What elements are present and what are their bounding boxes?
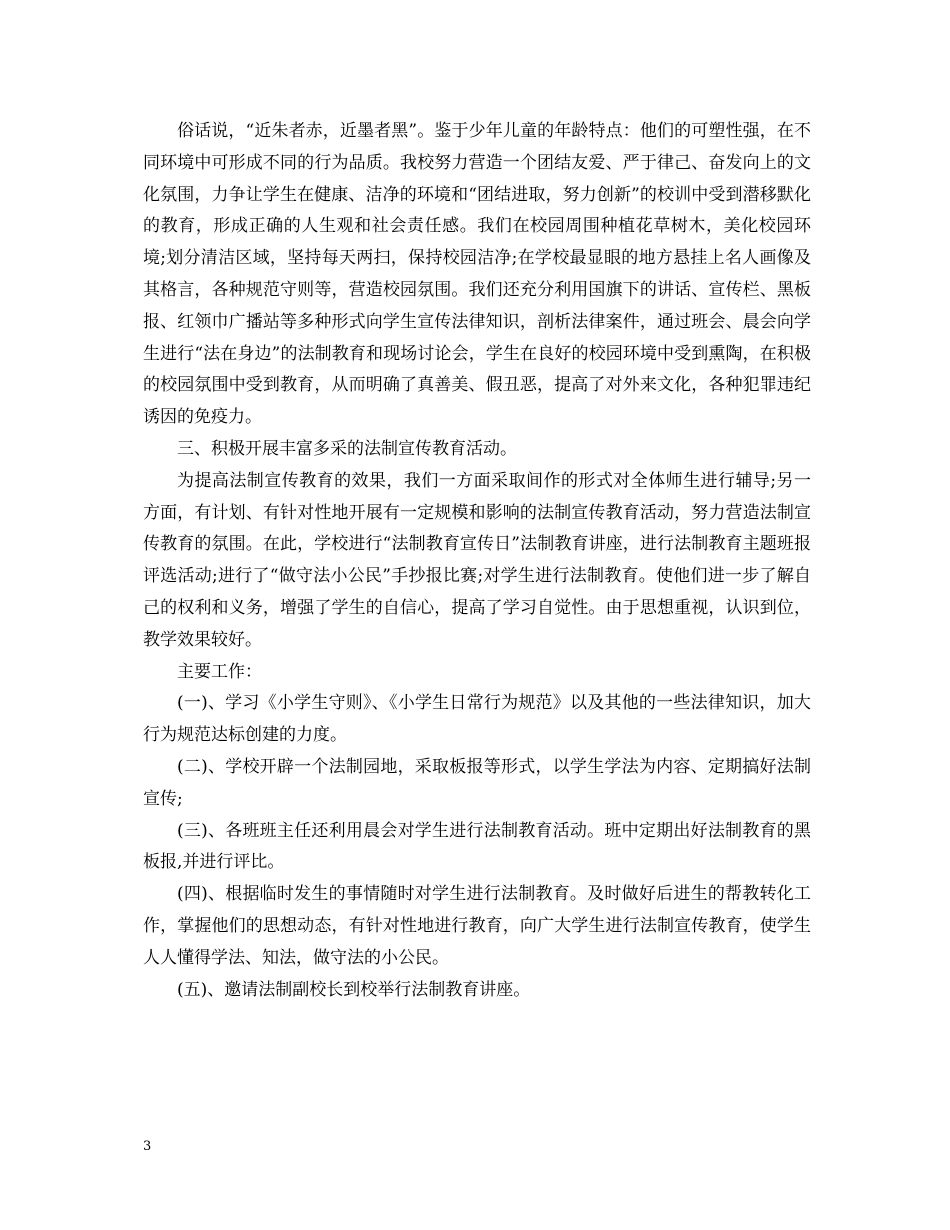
work-item-2: (二)、学校开辟一个法制园地，采取板报等形式，以学生学法为内容、定期搞好法制宣传; <box>143 756 811 809</box>
paragraph-legal-education-activities: 为提高法制宣传教育的效果，我们一方面采取间作的形式对全体师生进行辅导;另一方面，有计划、有针对性地开展有一定规模和影响的法制宣传教育活动，努力营造法制宣传教育的氛围。在此，学校进行“法制教育宣传日”法制教育讲座，进行法制教育主题班报评选活动;进行了“做守法小公民”手抄报比赛;对学生进行法制教育。使他们进一步了解自己的权利和义务，增强了学生的自信心，提高了学习自觉性。由于思想重视，认识到位，教学效果较好。 <box>143 470 811 650</box>
paragraph-campus-environment: 俗话说，“近朱者赤，近墨者黑”。鉴于少年儿童的年龄特点：他们的可塑性强，在不同环境中可形成不同的行为品质。我校努力营造一个团结友爱、严于律己、奋发向上的文化氛围，力争让学生在健康、洁净的环境和“团结进取，努力创新”的校训中受到潜移默化的教育，形成正确的人生观和社会责任感。我们在校园周围种植花草树木，美化校园环境;划分清洁区域，坚持每天两扫，保持校园洁净;在学校最显眼的地方悬挂上名人画像及其格言，各种规范守则等，营造校园氛围。我们还充分利用国旗下的讲话、宣传栏、黑板报、红领巾广播站等多种形式向学生宣传法律知识，剖析法律案件，通过班会、晨会向学生进行“法在身边”的法制教育和现场讨论会，学生在良好的校园环境中受到熏陶，在积极的校园氛围中受到教育，从而明确了真善美、假丑恶，提高了对外来文化，各种犯罪违纪诱因的免疫力。 <box>143 121 811 428</box>
work-item-5: (五)、邀请法制副校长到校举行法制教育讲座。 <box>177 979 531 1000</box>
body-text <box>143 116 811 1006</box>
main-work-heading: 主要工作： <box>177 661 262 682</box>
work-item-1: (一)、学习《小学生守则》、《小学生日常行为规范》以及其他的一些法律知识，加大行为规范达标创建的力度。 <box>143 693 811 746</box>
section-heading-activities: 三、积极开展丰富多采的法制宣传教育活动。 <box>177 438 517 459</box>
page-number: 3 <box>143 1139 152 1154</box>
work-item-4: (四)、根据临时发生的事情随时对学生进行法制教育。及时做好后进生的帮教转化工作，掌握他们的思想动态，有针对性地进行教育，向广大学生进行法制宣传教育，使学生人人懂得学法、知法，做守法的小公民。 <box>143 884 811 968</box>
work-item-3: (三)、各班班主任还利用晨会对学生进行法制教育活动。班中定期出好法制教育的黑板报,并进行评比。 <box>143 820 811 873</box>
